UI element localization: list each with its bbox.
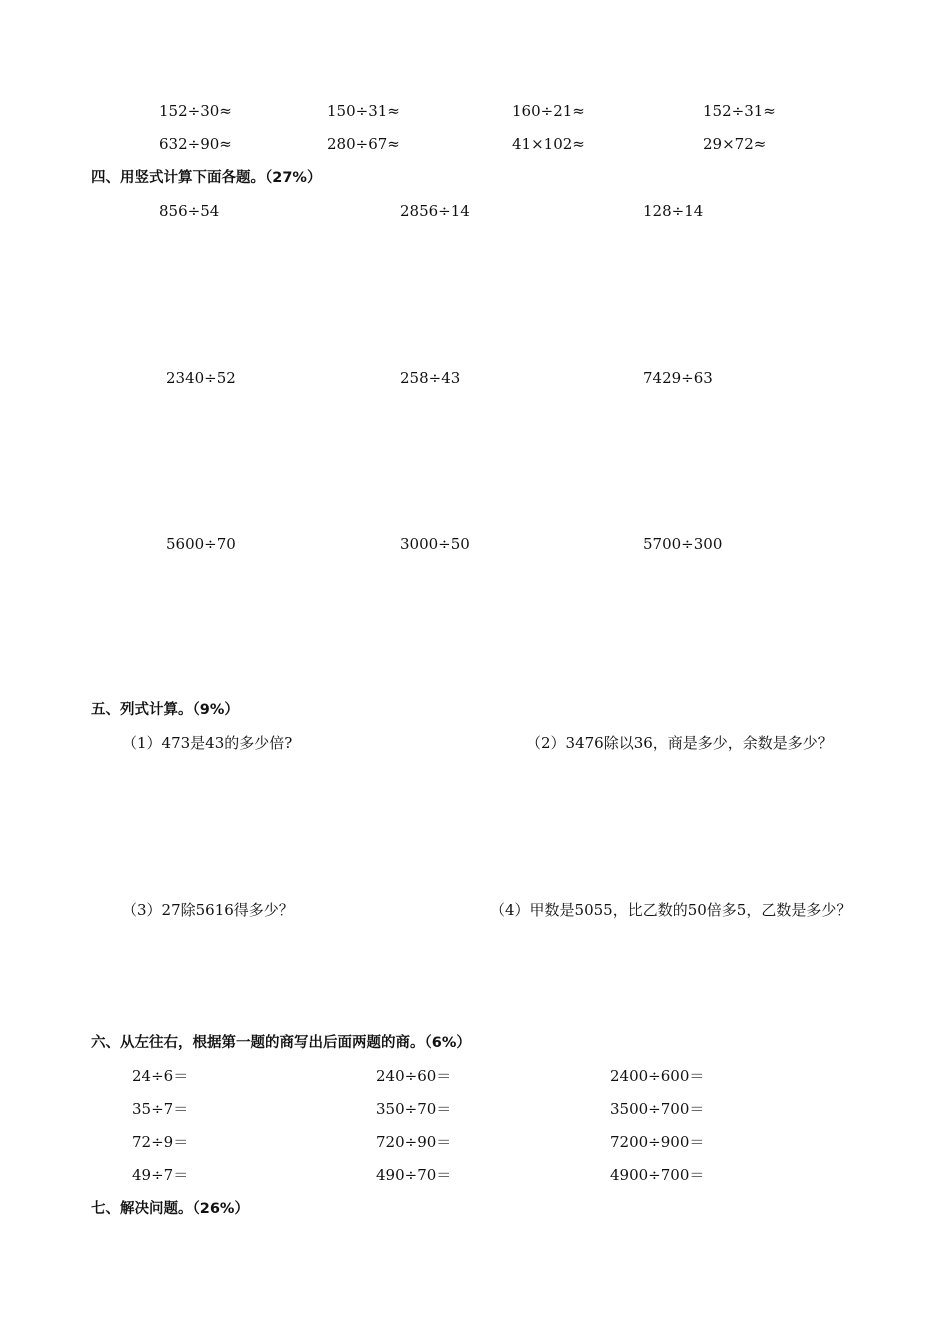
quotient-item: 49÷7＝ xyxy=(132,1166,189,1184)
vertical-calc-problem: 258÷43 xyxy=(400,369,461,387)
quotient-item: 4900÷700＝ xyxy=(610,1166,705,1184)
vertical-calc-problem: 3000÷50 xyxy=(400,535,470,553)
quotient-item: 2400÷600＝ xyxy=(610,1067,705,1085)
vertical-calc-problem: 5600÷70 xyxy=(166,535,236,553)
estimate-item: 152÷30≈ xyxy=(159,102,232,120)
quotient-item: 35÷7＝ xyxy=(132,1100,189,1118)
estimate-item: 280÷67≈ xyxy=(327,135,400,153)
estimate-item: 152÷31≈ xyxy=(703,102,776,120)
vertical-calc-problem: 7429÷63 xyxy=(643,369,713,387)
quotient-item: 7200÷900＝ xyxy=(610,1133,705,1151)
word-problem: （3）27除5616得多少？ xyxy=(122,901,294,919)
section-6-title: 六、从左往右，根据第一题的商写出后面两题的商。（6%） xyxy=(91,1035,471,1051)
quotient-item: 350÷70＝ xyxy=(376,1100,452,1118)
estimate-item: 41×102≈ xyxy=(512,135,585,153)
word-problem: （4）甲数是5055，比乙数的50倍多5，乙数是多少？ xyxy=(490,901,852,919)
quotient-item: 720÷90＝ xyxy=(376,1133,452,1151)
quotient-item: 24÷6＝ xyxy=(132,1067,189,1085)
section-7-title: 七、解决问题。（26%） xyxy=(91,1201,249,1217)
section-4-title: 四、用竖式计算下面各题。（27%） xyxy=(91,170,322,186)
word-problem: （2）3476除以36，商是多少，余数是多少？ xyxy=(526,734,833,752)
estimate-item: 29×72≈ xyxy=(703,135,767,153)
estimate-item: 150÷31≈ xyxy=(327,102,400,120)
quotient-item: 240÷60＝ xyxy=(376,1067,452,1085)
quotient-item: 3500÷700＝ xyxy=(610,1100,705,1118)
quotient-item: 490÷70＝ xyxy=(376,1166,452,1184)
vertical-calc-problem: 2340÷52 xyxy=(166,369,236,387)
vertical-calc-problem: 2856÷14 xyxy=(400,202,470,220)
section-5-title: 五、列式计算。（9%） xyxy=(91,702,239,718)
vertical-calc-problem: 128÷14 xyxy=(643,202,704,220)
word-problem: （1）473是43的多少倍? xyxy=(122,734,293,752)
quotient-item: 72÷9＝ xyxy=(132,1133,189,1151)
estimate-item: 632÷90≈ xyxy=(159,135,232,153)
vertical-calc-problem: 856÷54 xyxy=(159,202,220,220)
estimate-item: 160÷21≈ xyxy=(512,102,585,120)
vertical-calc-problem: 5700÷300 xyxy=(643,535,723,553)
